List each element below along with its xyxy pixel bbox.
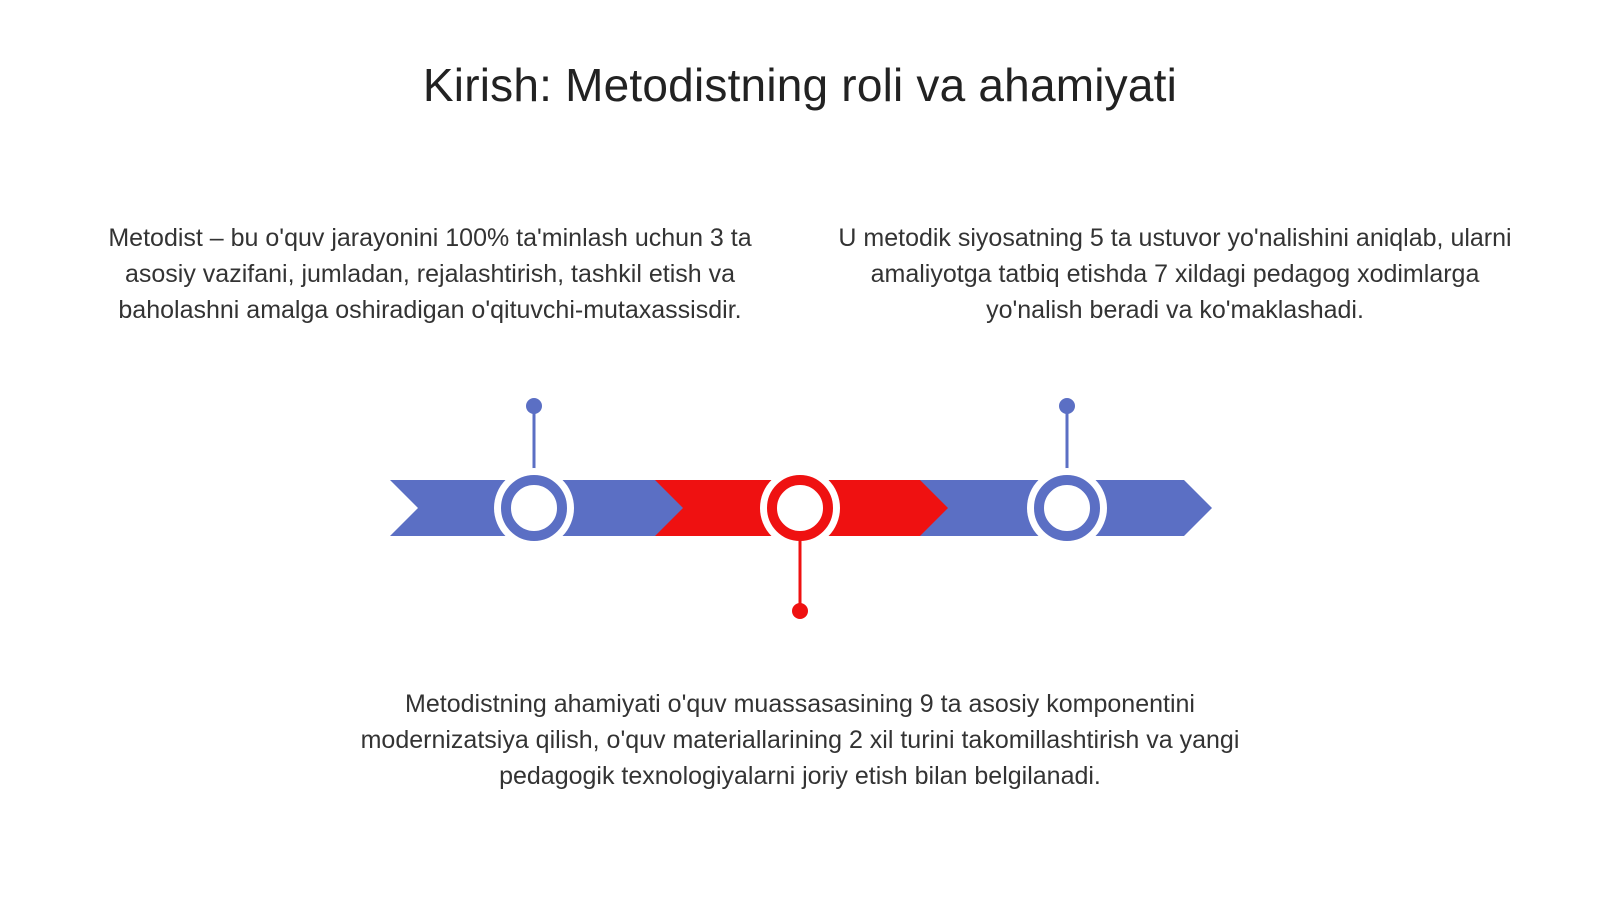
marker-2-pin-dot [792,603,808,619]
marker-2-ring [772,480,828,536]
timeline-marker-2 [760,468,840,619]
marker-1-ring [506,480,562,536]
text-block-importance: Metodistning ahamiyati o'quv muassasasining 9 ta asosiy komponentini modernizatsiya qilish, o'quv materiallarining 2 xil turini takomillashtirish va yangi pedagogik texnologiyalarni joriy etish bilan belgilanadi. [360,690,1240,790]
text-block-role: Metodist – bu o'quv jarayonini 100% ta'minlash uchun 3 ta asosiy vazifani, jumladan, rejalashtirish, tashkil etish va baholashni amalga oshiradigan o'qituvchi-mutaxassisdir. [108,224,752,324]
timeline-marker-3 [1027,398,1107,548]
slide-title: Kirish: Metodistning roli va ahamiyati [422,59,1178,111]
text-block-policy: U metodik siyosatning 5 ta ustuvor yo'nalishini aniqlab, ularni amaliyotga tatbiq etishda 7 xildagi pedagog xodimlarga yo'nalish beradi va ko'maklashadi. [838,224,1512,324]
marker-3-pin-dot [1059,398,1075,414]
marker-3-ring [1039,480,1095,536]
timeline-marker-1 [494,398,574,548]
marker-1-pin-dot [526,398,542,414]
